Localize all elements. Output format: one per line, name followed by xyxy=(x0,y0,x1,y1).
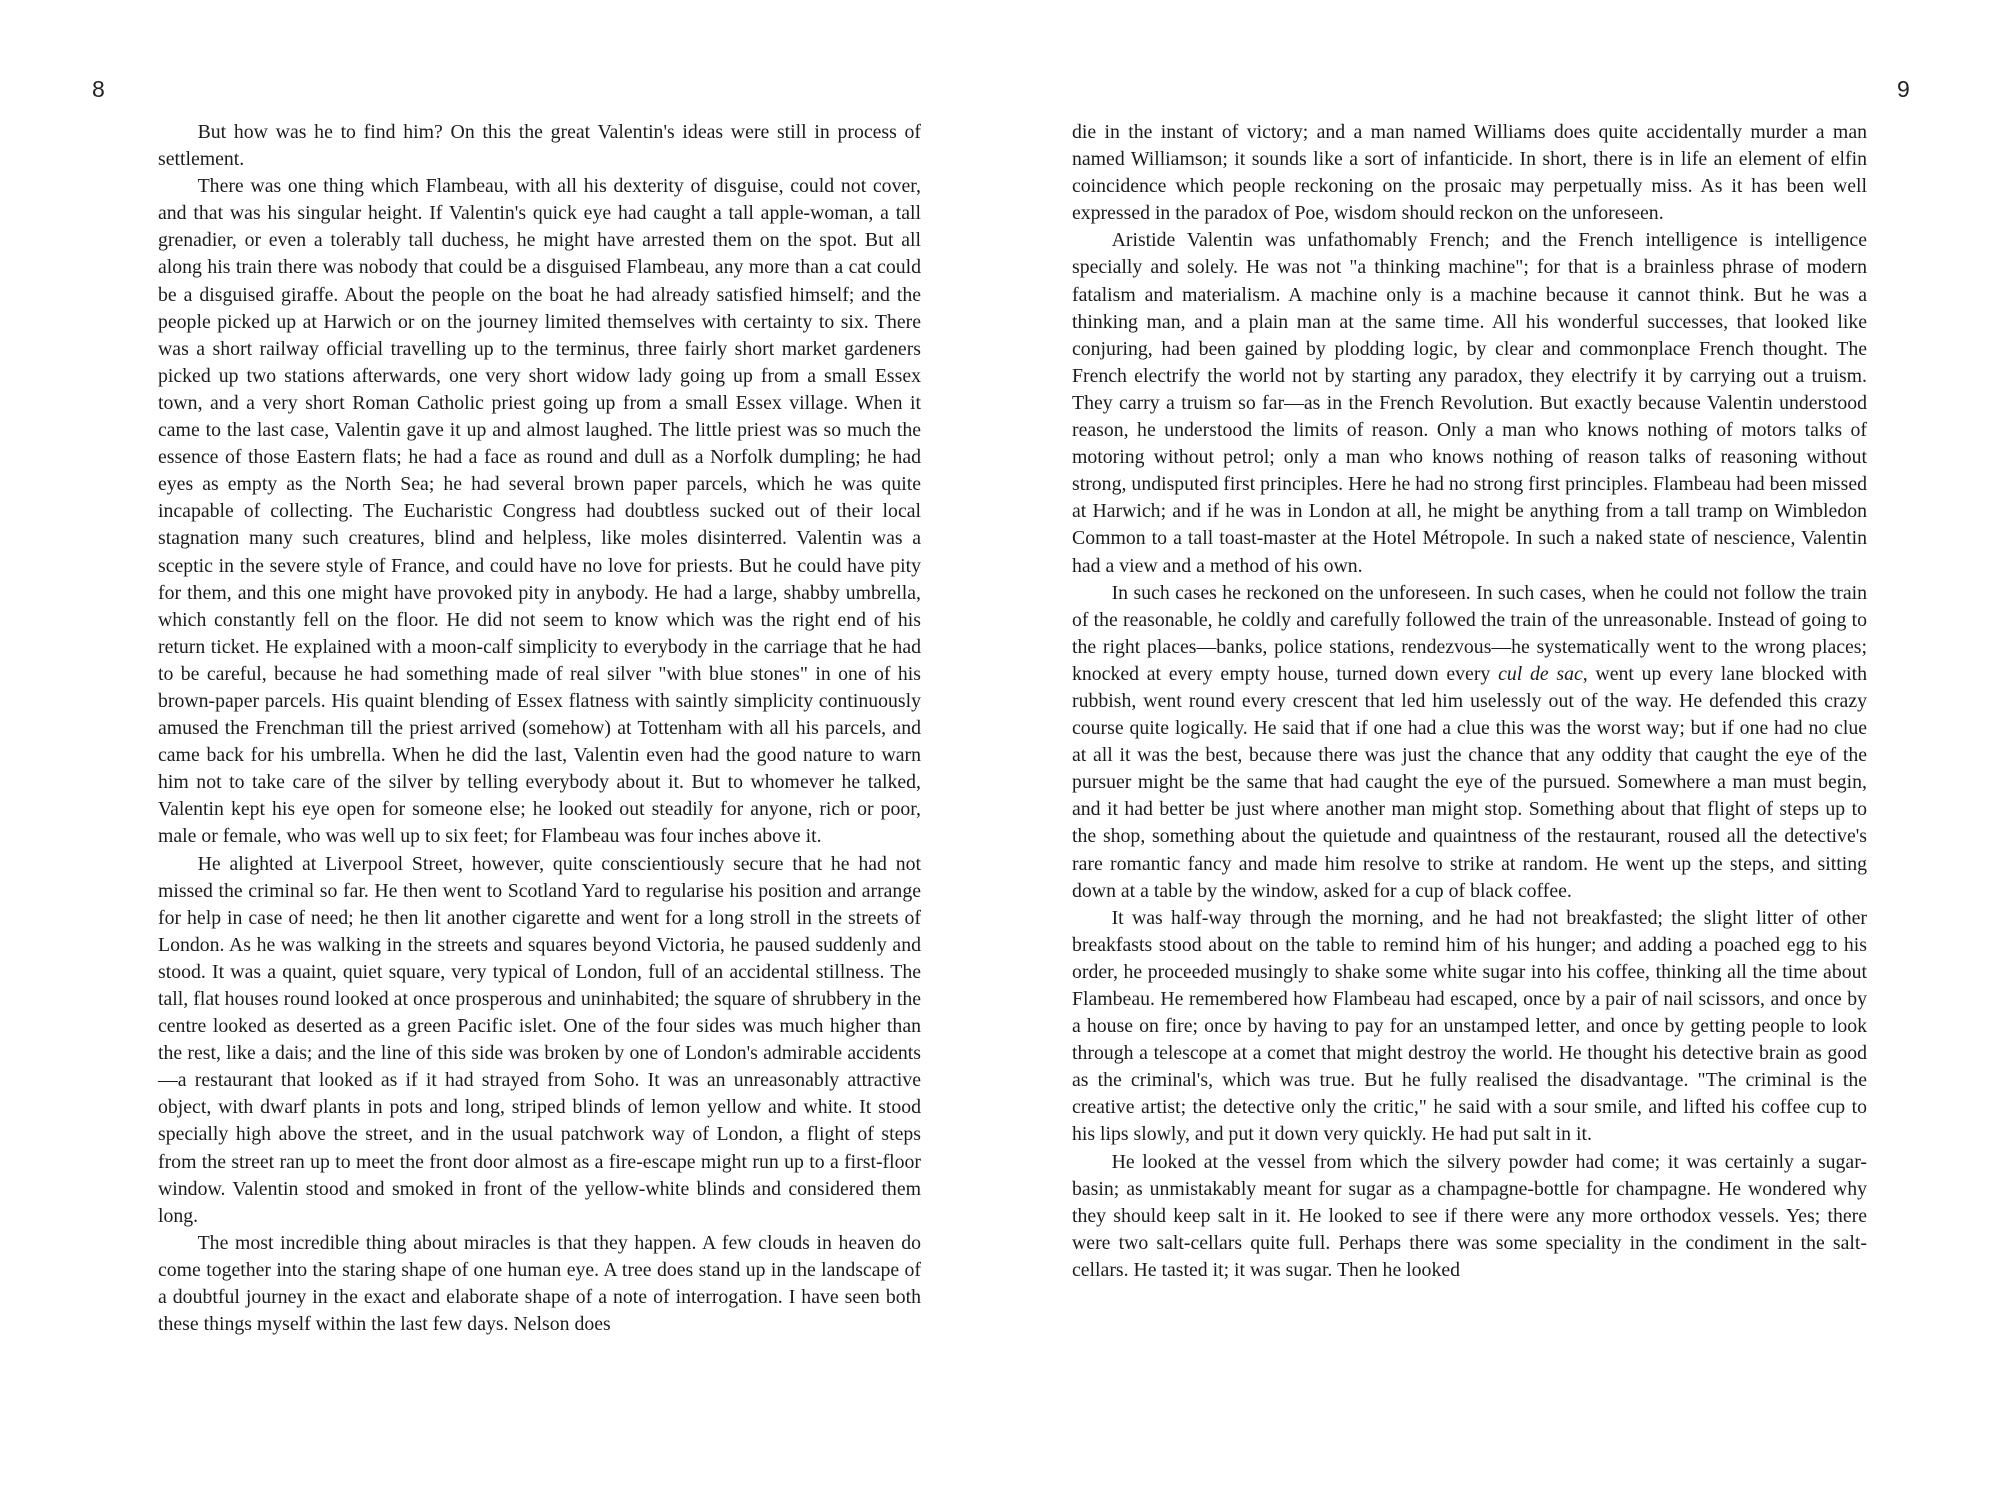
right-page-text xyxy=(1072,119,1867,1284)
text-run: die in the instant of victory; and a man named Williams does quite accidentally murder a man named Williamson; it sounds like a sort of infanticide. In short, there is in life an element of elfin coincidence which people reckoning on the prosaic may perpetually miss. As it has been well expressed in the paradox of Poe, wisdom should reckon on the unforeseen. xyxy=(1072,121,1867,225)
right-page-number: 9 xyxy=(1897,76,1910,102)
text-run: It was half-way through the morning, and he had not breakfasted; the slight litter of other breakfasts stood about on the table to remind him of his hunger; and adding a poached egg to his order, he proceeded musingly to shake some white sugar into his coffee, thinking all the time about Flambeau. He remembered how Flambeau had escaped, once by a pair of nail scissors, and once by a house on fire; once by having to pay for an unstamped letter, and once by getting people to look through a telescope at a comet that might destroy the world. He thought his detective brain as good as the criminal's, which was true. But he fully realised the disadvantage. "The criminal is the creative artist; the detective only the critic," he said with a sour smile, and lifted his coffee cup to his lips slowly, and put it down very quickly. He had put salt in it. xyxy=(1072,906,1867,1146)
paragraph xyxy=(158,119,921,173)
paragraph xyxy=(1072,905,1867,1149)
text-run: Aristide Valentin was unfathomably French; and the French intelligence is intelligence specially and solely. He was not "a thinking machine"; for that is a brainless phrase of modern fatalism and materialism. A machine only is a machine because it cannot think. But he was a thinking man, and a plain man at the same time. All his wonderful successes, that looked like conjuring, had been gained by plodding logic, by clear and commonplace French thought. The French electrify the world not by starting any paradox, they electrify it by carrying out a truism. They carry a truism so far—as in the French Revolution. But exactly because Valentin understood reason, he understood the limits of reason. Only a man who knows nothing of motors talks of motoring without petrol; only a man who knows nothing of reason talks of reasoning without strong, undisputed first principles. Here he had no strong first principles. Flambeau had been missed at Harwich; and if he was in London at all, he might be anything from a tall tramp on Wimbledon Common to a tall toast-master at the Hotel Métropole. In such a naked state of nescience, Valentin had a view and a method of his own. xyxy=(1072,229,1867,577)
text-run: , went up every lane blocked with rubbish, went round every crescent that led him uselessly out of the way. He defended this crazy course quite logically. He said that if one had a clue this was the worst way; but if one had no clue at all it was the best, because there was just the chance that any oddity that caught the eye of the pursuer might be the same that had caught the eye of the pursued. Somewhere a man must begin, and it had better be just where another man might stop. Something about that flight of steps up to the shop, something about the quietude and quaintness of the restaurant, roused all the detective's rare romantic fancy and made him resolve to strike at random. He went up the steps, and sitting down at a table by the window, asked for a cup of black coffee. xyxy=(1072,662,1867,902)
text-run: The most incredible thing about miracles is that they happen. A few clouds in heaven do come together into the staring shape of one human eye. A tree does stand up in the landscape of a doubtful journey in the exact and elaborate shape of a note of interrogation. I have seen both these things myself within the last few days. Nelson does xyxy=(158,1231,921,1336)
left-page-text xyxy=(158,119,921,1338)
paragraph xyxy=(1072,227,1867,579)
paragraph xyxy=(158,851,921,1230)
paragraph xyxy=(1072,580,1867,905)
paragraph xyxy=(1072,1149,1867,1284)
paragraph xyxy=(158,173,921,850)
text-run: He looked at the vessel from which the silvery powder had come; it was certainly a sugar-basin; as unmistakably meant for sugar as a champagne-bottle for champagne. He wondered why they should keep salt in it. He looked to see if there were any more orthodox vessels. Yes; there were two salt-cellars quite full. Perhaps there was some speciality in the condiment in the salt-cellars. He tasted it; it was sugar. Then he looked xyxy=(1072,1150,1867,1281)
text-run: There was one thing which Flambeau, with all his dexterity of disguise, could not cover, and that was his singular height. If Valentin's quick eye had caught a tall apple-woman, a tall grenadier, or even a tolerably tall duchess, he might have arrested them on the spot. But all along his train there was nobody that could be a disguised Flambeau, any more than a cat could be a disguised giraffe. About the people on the boat he had already satisfied himself; and the people picked up at Harwich or on the journey limited themselves with certainty to six. There was a short railway official travelling up to the terminus, three fairly short market gardeners picked up two stations afterwards, one very short widow lady going up from a small Essex town, and a very short Roman Catholic priest going up from a small Essex village. When it came to the last case, Valentin gave it up and almost laughed. The little priest was so much the essence of those Eastern flats; he had a face as round and dull as a Norfolk dumpling; he had eyes as empty as the North Sea; he had several brown paper parcels, which he was quite incapable of collecting. The Eucharistic Congress had doubtless sucked out of their local stagnation many such creatures, blind and helpless, like moles disinterred. Valentin was a sceptic in the severe style of France, and could have no love for priests. But he could have pity for them, and this one might have provoked pity in anybody. He had a large, shabby umbrella, which constantly fell on the floor. He did not seem to know which was the right end of his return ticket. He explained with a moon-calf simplicity to everybody in the carriage that he had to be careful, because he had something made of real silver "with blue stones" in one of his brown-paper parcels. His quaint blending of Essex flatness with saintly simplicity continuously amused the Frenchman till the priest arrived (somehow) at Tottenham with all his parcels, and came back for his umbrella. When he did the last, Valentin even had the good nature to warn him not to take care of the silver by telling everybody about it. But to whomever he talked, Valentin kept his eye open for someone else; he looked out steadily for anyone, rich or poor, male or female, who was well up to six feet; for Flambeau was four inches above it. xyxy=(158,175,921,848)
italic-text: cul de sac xyxy=(1498,662,1583,685)
paragraph xyxy=(1072,119,1867,227)
text-run: He alighted at Liverpool Street, however, quite conscientiously secure that he had not missed the criminal so far. He then went to Scotland Yard to regularise his position and arrange for help in case of need; he then lit another cigarette and went for a long stroll in the streets of London. As he was walking in the streets and squares beyond Victoria, he paused suddenly and stood. It was a quaint, quiet square, very typical of London, full of an accidental stillness. The tall, flat houses round looked at once prosperous and uninhabited; the square of shrubbery in the centre looked as deserted as a green Pacific islet. One of the four sides was much higher than the rest, like a dais; and the line of this side was broken by one of London's admirable accidents—a restaurant that looked as if it had strayed from Soho. It was an unreasonably attractive object, with dwarf plants in pots and long, striped blinds of lemon yellow and white. It stood specially high above the street, and in the usual patchwork way of London, a flight of steps from the street ran up to meet the front door almost as a fire-escape might run up to a first-floor window. Valentin stood and smoked in front of the yellow-white blinds and considered them long. xyxy=(158,852,921,1227)
left-page-number: 8 xyxy=(92,76,105,102)
text-run: But how was he to find him? On this the great Valentin's ideas were still in process of settlement. xyxy=(158,121,921,171)
paragraph xyxy=(158,1230,921,1338)
text-run: In such cases he reckoned on the unforeseen. In such cases, when he could not follow the train of the reasonable, he coldly and carefully followed the train of the unreasonable. Instead of going to the right places—banks, police stations, rendezvous—he systematically went to the wrong places; knocked at every empty house, turned down every xyxy=(1072,581,1867,685)
